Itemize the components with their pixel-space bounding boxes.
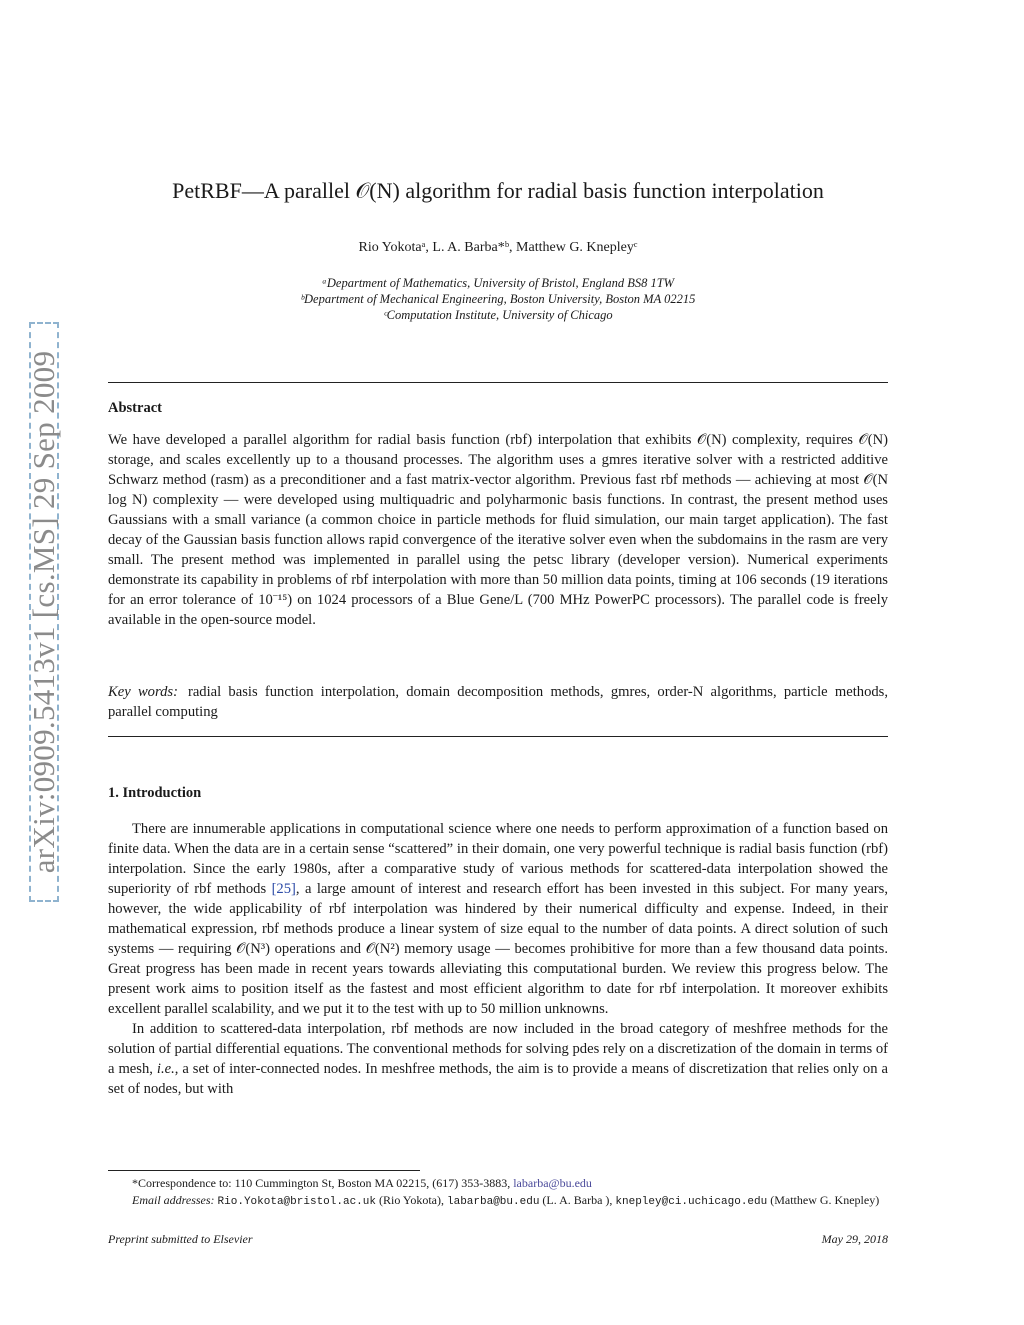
email-barba[interactable]: labarba@bu.edu	[447, 1196, 540, 1208]
abstract-text: We have developed a parallel algorithm for radial basis function (rbf) interpolation that exhibits 𝒪(N) complexity, requires 𝒪(N) storage, and scales excellently up to a thousand processes. The algorithm uses a gmres iterative solver with a restricted additive Schwarz method (rasm) as a preconditioner and a fast matrix-vector algorithm. Previous fast rbf methods — achieving at most 𝒪(N log N) complexity — were developed using multiquadric and polyharmonic basis functions. In contrast, the present method uses Gaussians with a small variance (a common choice in particle methods for fluid simulation, our main target application). The fast decay of the Gaussian basis function allows rapid convergence of the iterative solver even when the subdomains in the rasm are very small. The present method was implemented in parallel using the petsc library (developer version). Numerical experiments demonstrate its capability in problems of rbf interpolation with more than 50 million data points, timing at 106 seconds (19 iterations for an error tolerance of 10⁻¹⁵) on 1024 processors of a Blue Gene/L (700 MHz PowerPC processors). The parallel code is freely available in the open-source model.	[108, 432, 888, 628]
email-addresses-label: Email addresses:	[132, 1193, 215, 1207]
affiliation-a: ᵃDepartment of Mathematics, University of Bristol, England BS8 1TW	[321, 276, 675, 290]
affiliation-c: ᶜComputation Institute, University of Chicago	[383, 308, 613, 322]
footer-preprint: Preprint submitted to Elsevier	[108, 1232, 253, 1246]
abstract-heading: Abstract	[108, 400, 162, 416]
keywords-label: Key words:	[108, 684, 178, 700]
intro-paragraph-2: In addition to scattered-data interpolation, rbf methods are now included in the broad category of meshfree methods for the solution of partial differential equations. The conventional methods for solving pdes rely on a discretization of the domain in terms of a mesh, i.e., a set of inter-connected nodes. In meshfree methods, the aim is to provide a means of discretization that relies only on a set of nodes, but with	[108, 1021, 888, 1097]
intro-paragraph-1: There are innumerable applications in computational science where one needs to perform approximation of a function based on finite data. When the data are in a certain sense “scattered” in their domain, one very powerful technique is radial basis function (rbf) interpolation. Since the early 1980s, after a comparative study of various methods for scattered-data interpolation showed the superiority of rbf methods [25], a large amount of interest and research effort has been invested in this subject. For many years, however, the wide applicability of rbf interpolation was hindered by their numerical difficulty and expense. Indeed, in their mathematical expression, rbf methods produce a linear system of size equal to the number of data points. A direct solution of such systems — requiring 𝒪(N³) operations and 𝒪(N²) memory usage — becomes prohibitive for more than a few thousand data points. Great progress has been made in recent years towards alleviating this computational burden. We review this progress below. The present work aims to position itself as the fastest and most efficient algorithm to date for rbf interpolation. It moreover exhibits excellent parallel scalability, and we put it to the test with up to 50 million unknowns.	[108, 821, 888, 1017]
email-knepley[interactable]: knepley@ci.uchicago.edu	[615, 1196, 768, 1208]
abstract-bottom-rule	[108, 736, 888, 737]
keywords-text: radial basis function interpolation, domain decomposition methods, gmres, order-N algorithms, particle methods, parallel computing	[108, 684, 888, 720]
footnote-rule	[108, 1170, 420, 1171]
footer-date: May 29, 2018	[821, 1232, 888, 1246]
introduction-heading: 1. Introduction	[108, 785, 202, 801]
correspondence-email-link[interactable]: labarba@bu.edu	[513, 1176, 592, 1190]
paper-authors: Rio Yokotaᵃ, L. A. Barba*ᵇ, Matthew G. Knepleyᶜ	[358, 240, 638, 255]
keywords-block	[108, 682, 888, 722]
introduction-body	[108, 819, 888, 1099]
affiliation-b: ᵇDepartment of Mechanical Engineering, Boston University, Boston MA 02215	[300, 292, 696, 306]
footnote-correspondence: *Correspondence to: 110 Cummington St, Boston MA 02215, (617) 353-3883, labarba@bu.edu	[132, 1176, 592, 1190]
email-yokota[interactable]: Rio.Yokota@bristol.ac.uk	[217, 1196, 376, 1208]
arxiv-sidebar-stamp	[6, 322, 68, 902]
paper-title: PetRBF—A parallel 𝒪(N) algorithm for radial basis function interpolation	[172, 178, 824, 203]
top-rule	[108, 382, 888, 383]
footnote-emails: Email addresses: Rio.Yokota@bristol.ac.uk (Rio Yokota), labarba@bu.edu (L. A. Barba ), knepley@ci.uchicago.edu (Matthew G. Knepley)	[132, 1193, 880, 1208]
arxiv-id: arXiv:0909.5413v1 [cs.MS] 29 Sep 2009	[26, 350, 61, 874]
abstract-body	[108, 430, 888, 630]
citation-link[interactable]: [25]	[271, 881, 296, 897]
